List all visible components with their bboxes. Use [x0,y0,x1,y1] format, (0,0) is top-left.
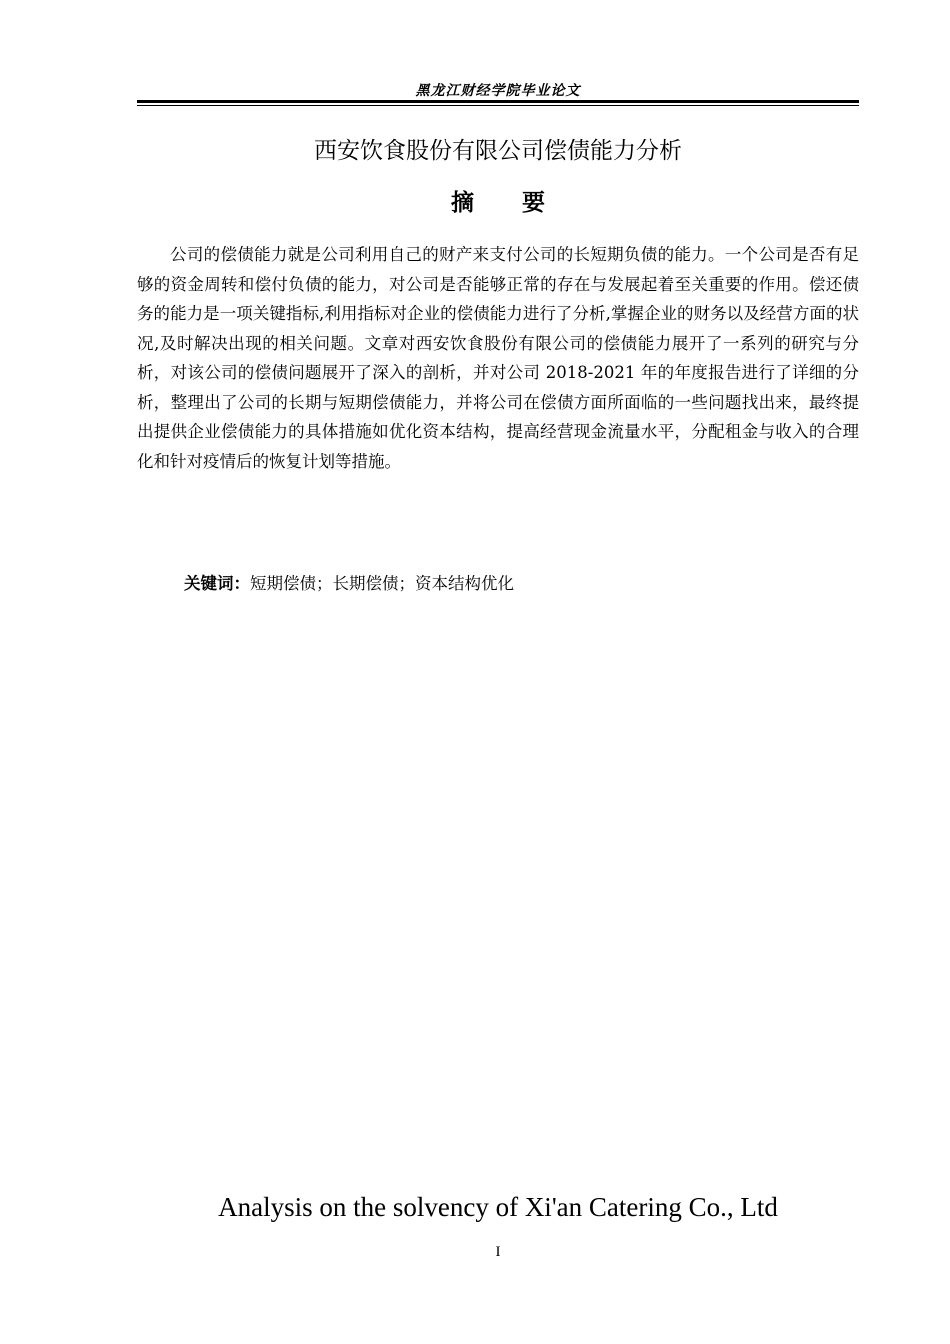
thesis-title: 西安饮食股份有限公司偿债能力分析 [314,138,682,164]
running-header: 黑龙江财经学院毕业论文 [415,83,581,99]
header-rule-thick [137,100,859,103]
keywords-line [184,572,514,596]
header-rule-thin [137,105,859,106]
abstract-heading: 摘要 [451,190,593,216]
keywords-value: 短期偿债；长期偿债；资本结构优化 [250,574,514,593]
keywords-label: 关键词： [184,574,250,593]
english-title: Analysis on the solvency of Xi'an Catering Co., Ltd [218,1192,778,1222]
abstract-body: 公司的偿债能力就是公司利用自己的财产来支付公司的长短期负债的能力。一个公司是否有足够的资金周转和偿付负债的能力，对公司是否能够正常的存在与发展起着至关重要的作用。偿还债务的能力是一项关键指标,利用指标对企业的偿债能力进行了分析,掌握企业的财务以及经营方面的状况,及时解决出现的相关问题。文章对西安饮食股份有限公司的偿债能力展开了一系列的研究与分析，对该公司的偿债问题展开了深入的剖析，并对公司 2018-2021 年的年度报告进行了详细的分析，整理出了公司的长期与短期偿债能力，并将公司在偿债方面所面临的一些问题找出来，最终提出提供企业偿债能力的具体措施如优化资本结构，提高经营现金流量水平，分配租金与收入的合理化和针对疫情后的恢复计划等措施。 [137,245,859,471]
page-number: I [495,1244,501,1260]
